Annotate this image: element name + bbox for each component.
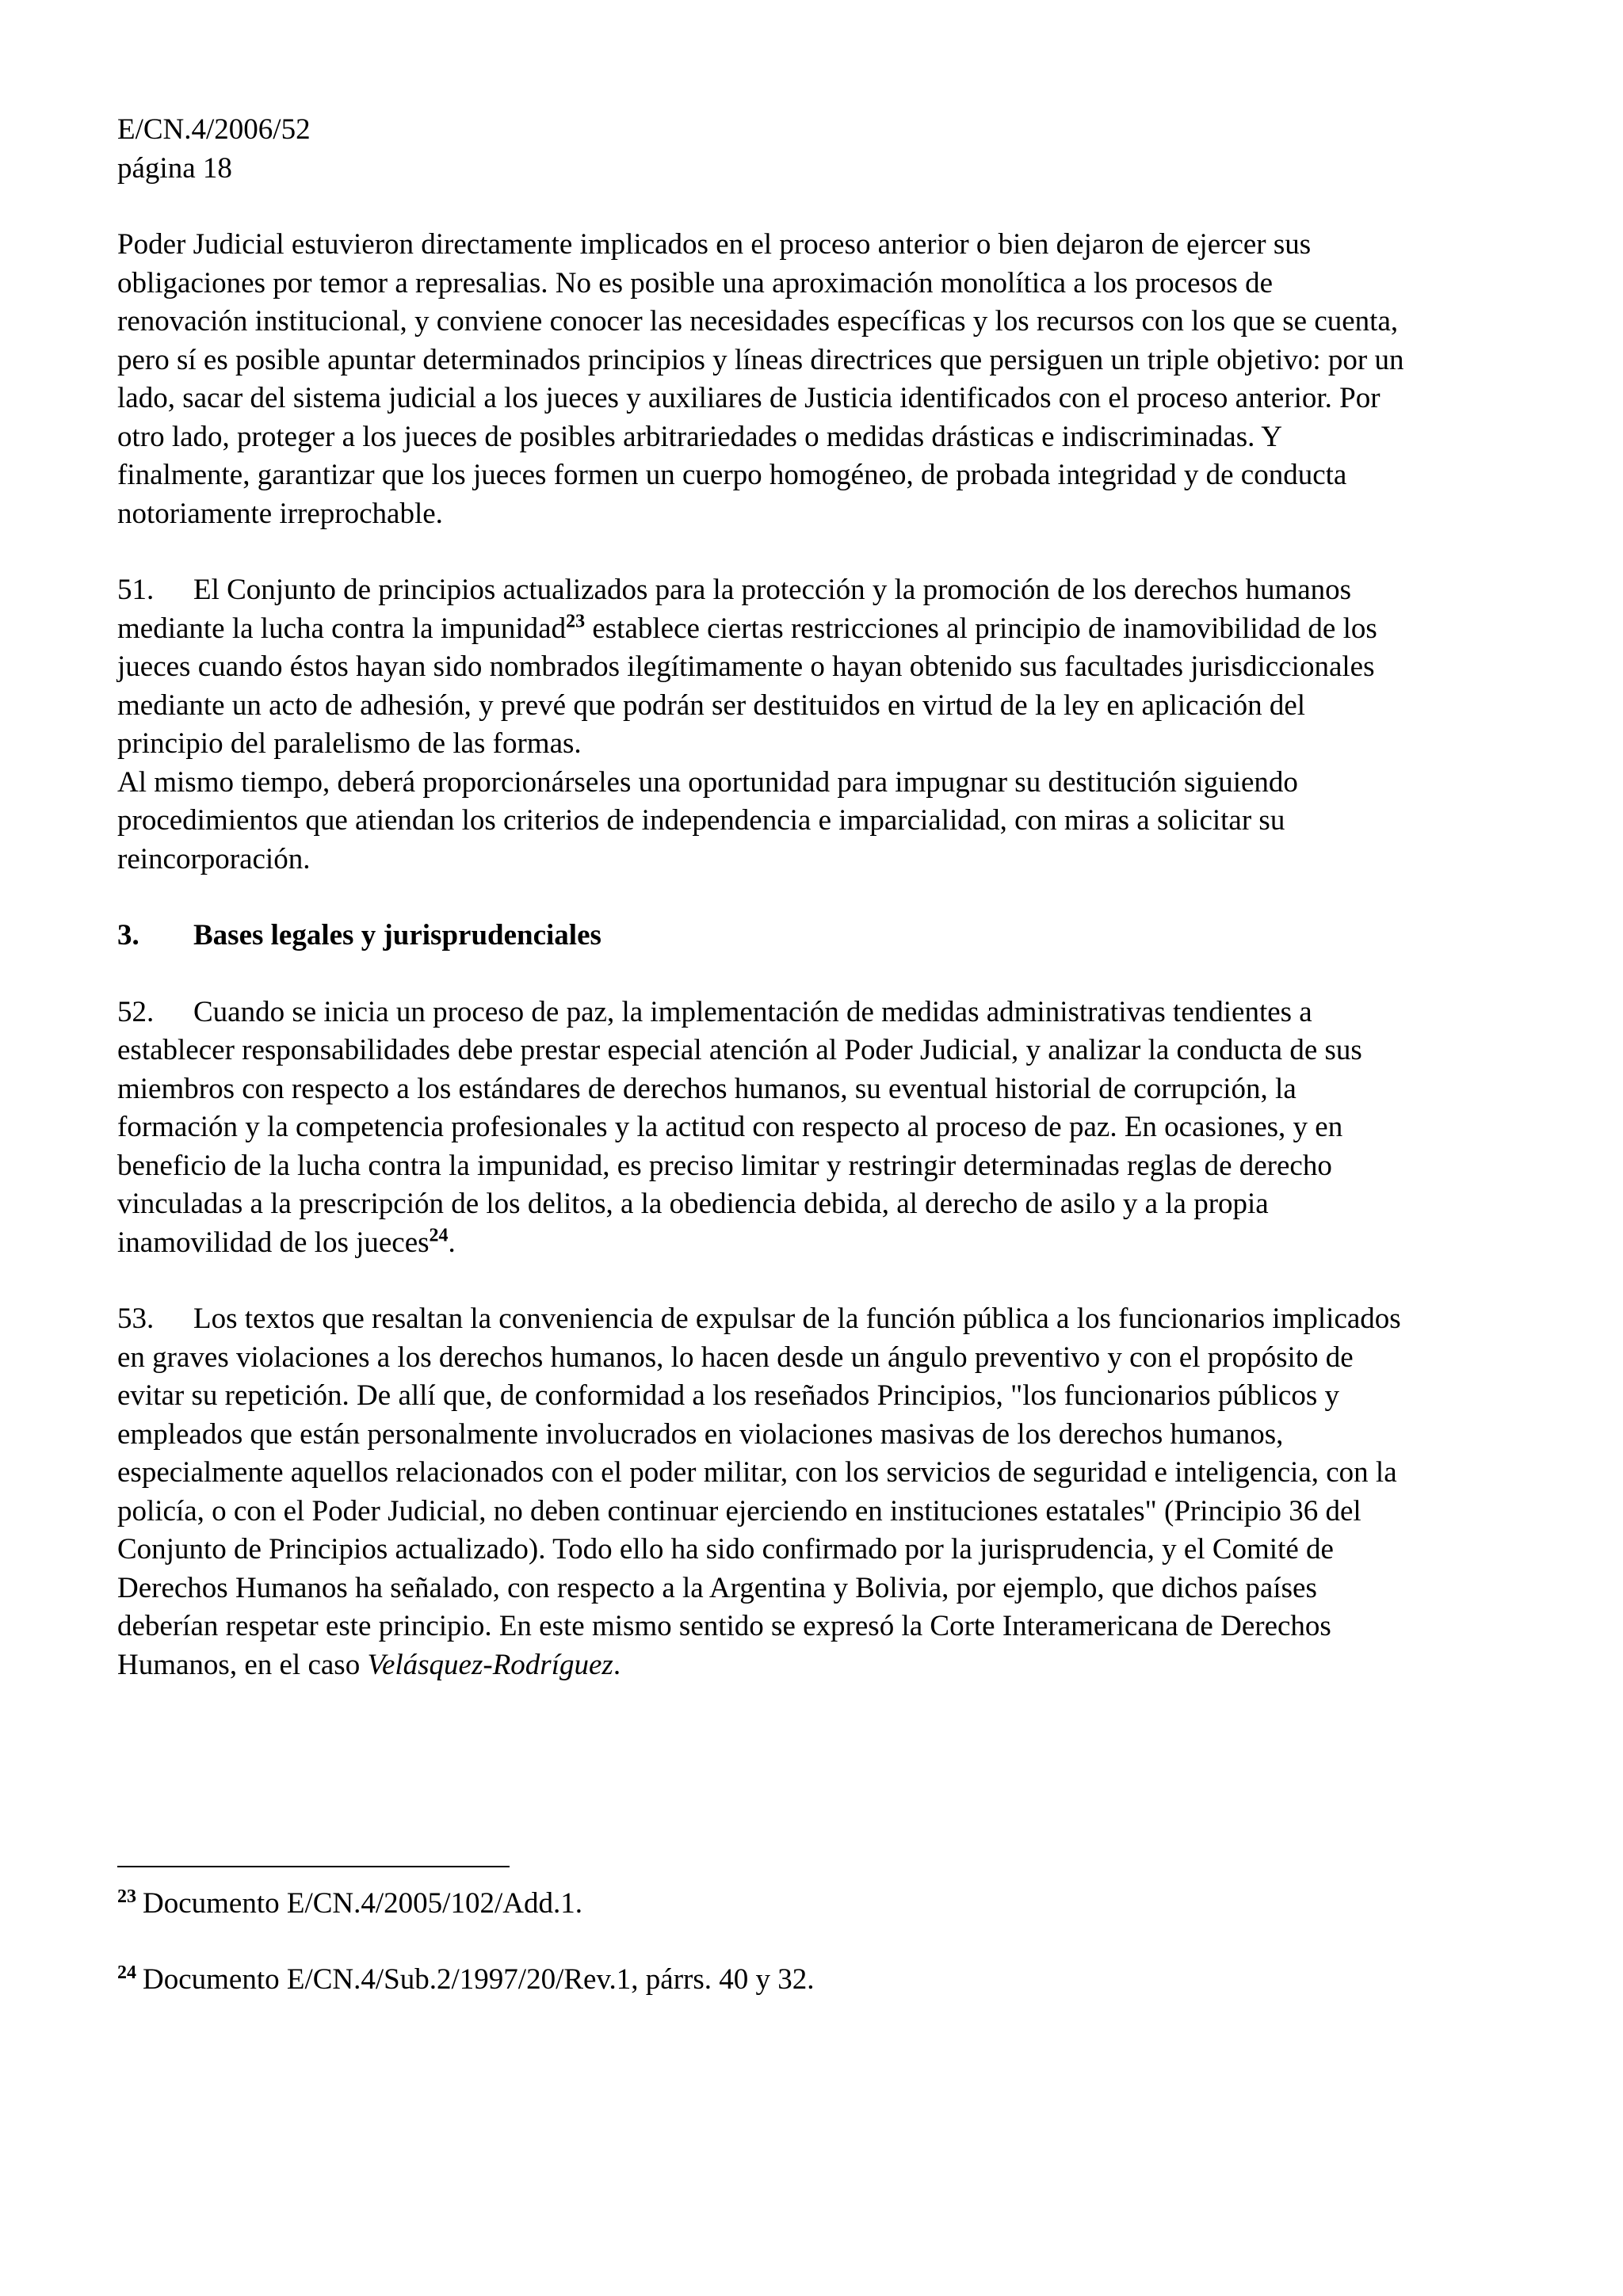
footnote-text: Documento E/CN.4/2005/102/Add.1. <box>143 1887 582 1920</box>
paragraph-52 <box>117 994 1404 1263</box>
paragraph-text: Cuando se inicia un proceso de paz, la implementación de medidas administrativas tendientes a establecer responsabilidades debe prestar especial atención al Poder Judicial, y analizar la conducta de sus miembros con respecto a los estándares de derechos humanos, su eventual historial de corrupción, la formación y la competencia profesionales y la actitud con respecto al proceso de paz. En ocasiones, y en beneficio de la lucha contra la impunidad, es preciso limitar y restringir determinadas reglas de derecho vinculadas a la prescripción de los delitos, a la obediencia debida, al derecho de asilo y a la propia inamovilidad de los jueces <box>117 995 1362 1259</box>
section-number: 3. <box>117 919 139 952</box>
page-number: página 18 <box>117 151 232 185</box>
paragraph-text: . <box>448 1226 456 1259</box>
paragraph-continuation <box>117 226 1404 533</box>
paragraph-number: 51. <box>117 574 155 606</box>
paragraph-text: . <box>613 1648 621 1681</box>
paragraph-number: 53. <box>117 1302 155 1335</box>
document-symbol: E/CN.4/2006/52 <box>117 113 311 146</box>
paragraph-text: Poder Judicial estuvieron directamente implicados en el proceso anterior o bien dejaron de ejercer sus obligaciones por temor a represalias. No es posible una aproximación monolítica a los procesos de renovación institucional, y conviene conocer las necesidades específicas y los recursos con los que se cuenta, pero sí es posible apuntar determinados principios y líneas directrices que persiguen un triple objetivo: por un lado, sacar del sistema judicial a los jueces y auxiliares de Justicia identificados con el proceso anterior. Por otro lado, proteger a los jueces de posibles arbitrariedades o medidas drásticas e indiscriminadas. Y finalmente, garantizar que los jueces formen un cuerpo homogéneo, de probada integridad y de conducta notoriamente irreprochable. <box>117 228 1404 530</box>
document-page <box>117 111 1404 1722</box>
paragraph-number: 52. <box>117 995 155 1028</box>
footnote-separator <box>117 1866 510 1867</box>
section-title: Bases legales y jurisprudenciales <box>193 919 601 952</box>
paragraph-53 <box>117 1300 1404 1684</box>
footnote-reference[interactable]: 23 <box>566 611 586 632</box>
paragraph-text: Al mismo tiempo, deberá proporcionárseles una oportunidad para impugnar su destitución siguiendo procedimientos que atiendan los criterios de independencia e imparcialidad, con miras a solicitar su reincorporación. <box>117 765 1298 875</box>
paragraph-text: Los textos que resaltan la conveniencia de expulsar de la función pública a los funcionarios implicados en graves violaciones a los derechos humanos, lo hacen desde un ángulo preventivo y con el propósito de evitar su repetición. De allí que, de conformidad a los reseñados Principios, "los funcionarios públicos y empleados que están personalmente involucrados en violaciones masivas de los derechos humanos, especialmente aquellos relacionados con el poder militar, con los servicios de seguridad e inteligencia, con la policía, o con el Poder Judicial, no deben continuar ejerciendo en instituciones estatales" (Principio 36 del Conjunto de Principios actualizado). Todo ello ha sido confirmado por la jurisprudencia, y el Comité de Derechos Humanos ha señalado, con respecto a la Argentina y Bolivia, por ejemplo, que dichos países deberían respetar este principio. En este mismo sentido se expresó la Corte Interamericana de Derechos Humanos, en el caso <box>117 1302 1401 1681</box>
page-header <box>117 111 1404 188</box>
footnote-23 <box>117 1885 1404 1923</box>
paragraph-text: El Conjunto de principios actualizados para la protección y la promoción de los derechos humanos mediante la lucha contra la impunidad <box>117 574 1352 645</box>
footnote-text: Documento E/CN.4/Sub.2/1997/20/Rev.1, párrs. 40 y 32. <box>143 1963 815 1996</box>
footnote-number: 24 <box>117 1962 136 1983</box>
footnote-number: 23 <box>117 1886 136 1907</box>
section-heading <box>117 917 1404 955</box>
footnote-24 <box>117 1961 1404 1999</box>
paragraph-51 <box>117 571 1404 879</box>
case-name: Velásquez-Rodríguez <box>367 1648 613 1681</box>
footnote-reference[interactable]: 24 <box>429 1225 449 1246</box>
paragraph-text: establece ciertas restricciones al principio de inamovibilidad de los jueces cuando éstos hayan sido nombrados ilegítimamente o hayan obtenido sus facultades jurisdiccionales mediante un acto de adhesión, y prevé que podrán ser destituidos en virtud de la ley en aplicación del principio del paralelismo de las formas. <box>117 612 1377 760</box>
footnotes <box>117 1866 1404 2037</box>
